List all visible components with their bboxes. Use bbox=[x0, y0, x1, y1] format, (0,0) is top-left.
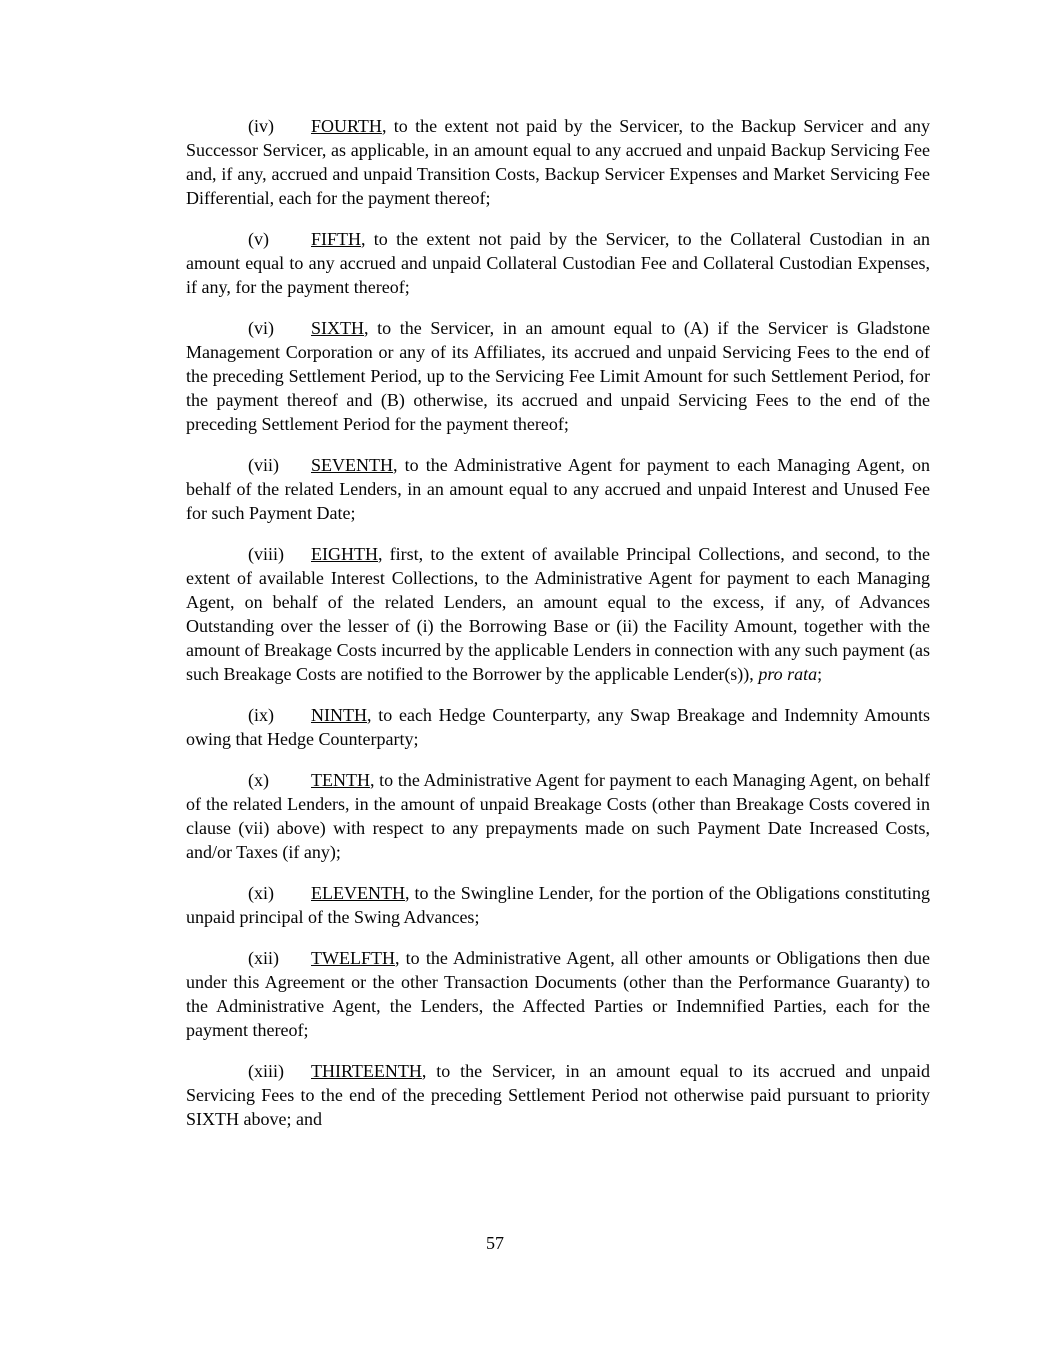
clause-body: , first, to the extent of available Principal Collections, and second, to the extent of available Interest Collections, to the Administrative Agent for payment to each Managing Agent, on behalf of the related Lenders, an amount equal to the excess, if any, of Advances Outstanding over the lesser of (i) the Borrowing Base or (ii) the Facility Amount, together with the amount of Breakage Costs incurred by the applicable Lenders in connection with any such payment (as such Breakage Costs are notified to the Borrower by the applicable Lender(s)), bbox=[186, 544, 930, 684]
paragraph-fourth bbox=[186, 114, 930, 210]
paragraph-tenth bbox=[186, 768, 930, 864]
clause-body: , to the Servicer, in an amount equal to its accrued and unpaid Servicing Fees to the end of the preceding Settlement Period not otherwise paid pursuant to priority SIXTH above; and bbox=[186, 1061, 930, 1129]
clause-ordinal: NINTH bbox=[311, 705, 367, 725]
clause-number: (xi) bbox=[248, 883, 274, 903]
clause-ordinal: EIGHTH bbox=[311, 544, 378, 564]
clause-number: (vii) bbox=[248, 455, 279, 475]
clause-number: (iv) bbox=[248, 116, 274, 136]
clause-body: , to the Administrative Agent for payment to each Managing Agent, on behalf of the related Lenders, in an amount equal to any accrued and unpaid Interest and Unused Fee for such Payment Date; bbox=[186, 455, 930, 523]
clause-ordinal: FOURTH bbox=[311, 116, 382, 136]
paragraph-ninth bbox=[186, 703, 930, 751]
clause-number: (vi) bbox=[248, 318, 274, 338]
paragraph-fifth bbox=[186, 227, 930, 299]
clause-body: , to the Servicer, in an amount equal to (A) if the Servicer is Gladstone Management Corporation or any of its Affiliates, its accrued and unpaid Servicing Fees to the end of the preceding Settlement Period, up to the Servicing Fee Limit Amount for such Settlement Period, for the payment thereof and (B) otherwise, its accrued and unpaid Servicing Fees to the end of the preceding Settlement Period for the payment thereof; bbox=[186, 318, 930, 434]
clause-number: (xiii) bbox=[248, 1061, 284, 1081]
clause-number: (v) bbox=[248, 229, 269, 249]
page-number: 57 bbox=[486, 1233, 504, 1253]
clause-number: (viii) bbox=[248, 544, 284, 564]
paragraph-eighth bbox=[186, 542, 930, 686]
clause-body: , to the extent not paid by the Servicer, to the Backup Servicer and any Successor Servicer, as applicable, in an amount equal to any accrued and unpaid Backup Servicing Fee and, if any, accrued and unpaid Transition Costs, Backup Servicer Expenses and Market Servicing Fee Differential, each for the payment thereof; bbox=[186, 116, 930, 208]
clause-body: , to each Hedge Counterparty, any Swap Breakage and Indemnity Amounts owing that Hedge Counterparty; bbox=[186, 705, 930, 749]
paragraph-eleventh bbox=[186, 881, 930, 929]
clause-number: (ix) bbox=[248, 705, 274, 725]
document-body bbox=[186, 114, 930, 1131]
clause-body: , to the extent not paid by the Servicer, to the Collateral Custodian in an amount equal to any accrued and unpaid Collateral Custodian Fee and Collateral Custodian Expenses, if any, for the payment thereof; bbox=[186, 229, 930, 297]
clause-body: , to the Administrative Agent for payment to each Managing Agent, on behalf of the related Lenders, in the amount of unpaid Breakage Costs (other than Breakage Costs covered in clause (vii) above) with respect to any prepayments made on such Payment Date Increased Costs, and/or Taxes (if any); bbox=[186, 770, 930, 862]
clause-body: , to the Administrative Agent, all other amounts or Obligations then due under this Agreement or the other Transaction Documents (other than the Performance Guaranty) to the Administrative Agent, the Lenders, the Affected Parties or Indemnified Parties, each for the payment thereof; bbox=[186, 948, 930, 1040]
clause-body-after: ; bbox=[817, 664, 823, 684]
clause-ordinal: SIXTH bbox=[311, 318, 364, 338]
paragraph-sixth bbox=[186, 316, 930, 436]
clause-ordinal: THIRTEENTH bbox=[311, 1061, 422, 1081]
clause-number: (xii) bbox=[248, 948, 279, 968]
clause-ordinal: TWELFTH bbox=[311, 948, 395, 968]
clause-ordinal: TENTH bbox=[311, 770, 370, 790]
clause-body: , to the Swingline Lender, for the portion of the Obligations constituting unpaid principal of the Swing Advances; bbox=[186, 883, 930, 927]
paragraph-seventh bbox=[186, 453, 930, 525]
paragraph-thirteenth bbox=[186, 1059, 930, 1131]
clause-italic-term: pro rata bbox=[758, 664, 818, 684]
clause-ordinal: ELEVENTH bbox=[311, 883, 405, 903]
clause-number: (x) bbox=[248, 770, 269, 790]
clause-ordinal: SEVENTH bbox=[311, 455, 393, 475]
clause-ordinal: FIFTH bbox=[311, 229, 362, 249]
paragraph-twelfth bbox=[186, 946, 930, 1042]
